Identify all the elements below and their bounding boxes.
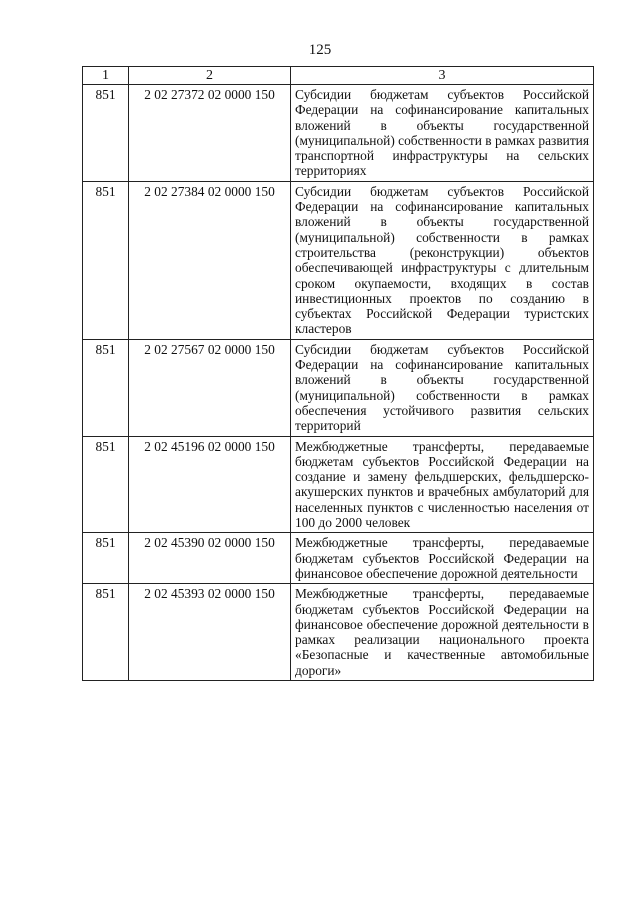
revenue-name-cell: Межбюджетные трансферты, передаваемые бюджетам субъектов Российской Федерации на финансовое обеспечение дорожной деятельности	[291, 533, 594, 584]
revenue-name-cell: Субсидии бюджетам субъектов Российской Федерации на софинансирование капитальных вложений в объекты государственной (муниципальной) собственности в рамках строительства (реконструкции) объектов обеспечивающей инфраструктуры с длительным сроком окупаемости, входящих в состав инвестиционных проектов по созданию в субъектах Российской Федерации туристских кластеров	[291, 181, 594, 339]
admin-code-cell: 851	[83, 181, 129, 339]
kbk-code-cell: 2 02 45393 02 0000 150	[129, 584, 291, 681]
table-header-row	[83, 67, 594, 85]
table-row	[83, 436, 594, 533]
kbk-code-cell: 2 02 27384 02 0000 150	[129, 181, 291, 339]
column-header-1: 1	[83, 67, 129, 85]
admin-code-cell: 851	[83, 436, 129, 533]
revenue-name-cell: Субсидии бюджетам субъектов Российской Федерации на софинансирование капитальных вложений в объекты государственной (муниципальной) собственности в рамках обеспечения устойчивого развития сельских территорий	[291, 339, 594, 436]
revenue-name-cell: Межбюджетные трансферты, передаваемые бюджетам субъектов Российской Федерации на создание и замену фельдшерских, фельдшерско-акушерских пунктов и врачебных амбулаторий для населенных пунктов с численностью населения от 100 до 2000 человек	[291, 436, 594, 533]
table-row	[83, 584, 594, 681]
admin-code-cell: 851	[83, 533, 129, 584]
revenue-name-cell: Субсидии бюджетам субъектов Российской Федерации на софинансирование капитальных вложений в объекты государственной (муниципальной) собственности в рамках развития транспортной инфраструктуры на сельских территориях	[291, 85, 594, 182]
table-row	[83, 181, 594, 339]
page-number: 125	[308, 42, 332, 58]
admin-code-cell: 851	[83, 584, 129, 681]
table-row	[83, 339, 594, 436]
table-row	[83, 85, 594, 182]
kbk-code-cell: 2 02 45390 02 0000 150	[129, 533, 291, 584]
table-row	[83, 533, 594, 584]
budget-codes-table	[82, 66, 594, 681]
column-header-2: 2	[129, 67, 291, 85]
kbk-code-cell: 2 02 27567 02 0000 150	[129, 339, 291, 436]
kbk-code-cell: 2 02 27372 02 0000 150	[129, 85, 291, 182]
column-header-3: 3	[291, 67, 594, 85]
admin-code-cell: 851	[83, 339, 129, 436]
revenue-name-cell: Межбюджетные трансферты, передаваемые бюджетам субъектов Российской Федерации на финансовое обеспечение дорожной деятельности в рамках реализации национального проекта «Безопасные и качественные автомобильные дороги»	[291, 584, 594, 681]
admin-code-cell: 851	[83, 85, 129, 182]
kbk-code-cell: 2 02 45196 02 0000 150	[129, 436, 291, 533]
